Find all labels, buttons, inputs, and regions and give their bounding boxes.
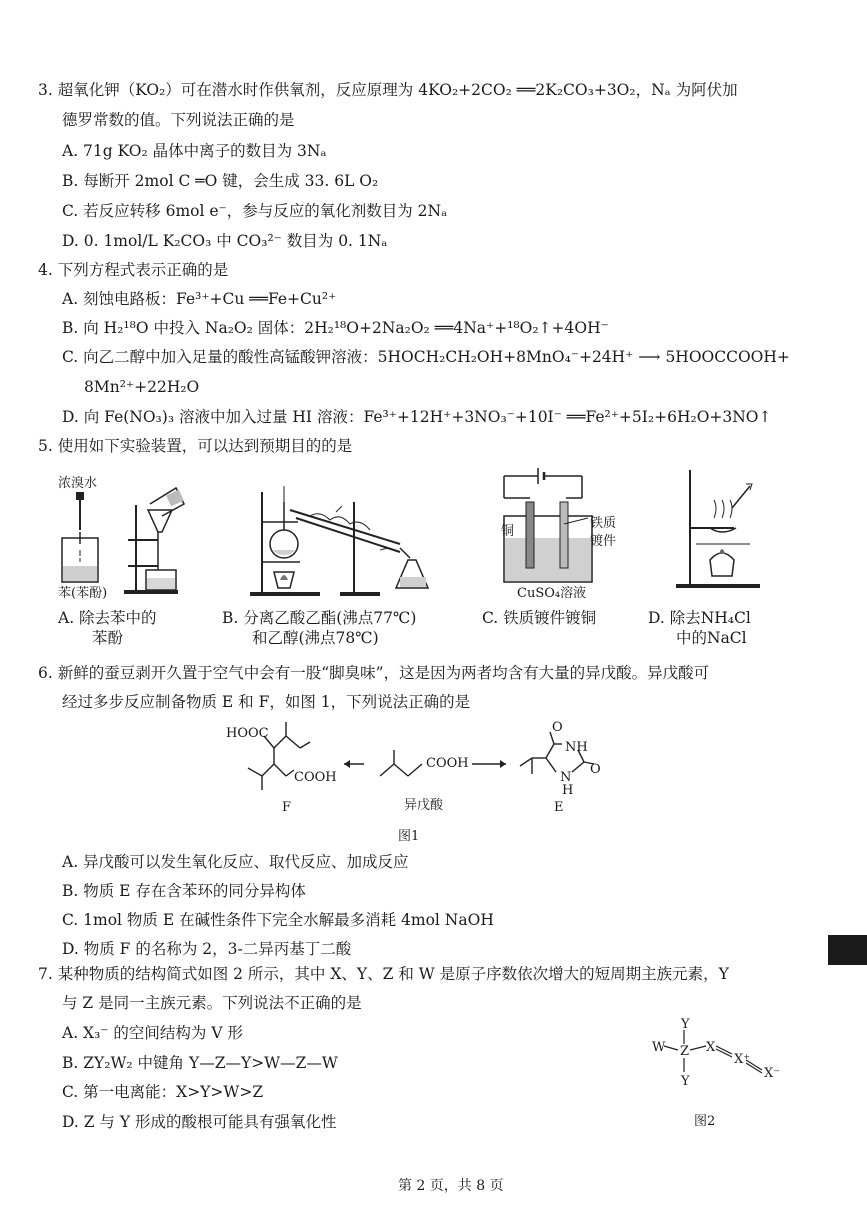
- isovaleric-acid-label: 异戊酸: [404, 798, 444, 813]
- q4-stem: 4. 下列方程式表示正确的是: [38, 261, 229, 279]
- q5-option-b-line2: 和乙醇(沸点78℃): [252, 629, 379, 647]
- label-copper: 铜: [501, 524, 515, 539]
- page-footer: 第 2 页，共 8 页: [398, 1178, 504, 1194]
- q3-stem-line1: 3. 超氧化钾（KO₂）可在潜水时作供氧剂，反应原理为 4KO₂+2CO₂ ══2K₂CO₃+3O₂，Nₐ 为阿伏加: [38, 81, 738, 99]
- label-bromine-water: 浓溴水: [58, 476, 98, 491]
- label-iron-line1: 铁质: [590, 516, 617, 531]
- q3-option-d: D. 0. 1mol/L K₂CO₃ 中 CO₃²⁻ 数目为 0. 1Nₐ: [62, 232, 388, 250]
- q7-option-b: B. ZY₂W₂ 中键角 Y—Z—Y>W—Z—W: [62, 1054, 338, 1072]
- label-iron-line2: 镀件: [590, 534, 617, 549]
- e-nh-bottom: N: [560, 770, 572, 785]
- figure-1-caption: 图1: [398, 829, 420, 844]
- q5-option-a-line2: 苯酚: [92, 629, 124, 647]
- q3-option-b: B. 每断开 2mol C ═O 键，会生成 33. 6L O₂: [62, 172, 379, 190]
- fig2-y-bottom: Y: [681, 1074, 690, 1089]
- e-oxygen-2: O: [590, 762, 601, 777]
- e-nh-top: NH: [565, 740, 588, 755]
- label-cuso4: CuSO₄溶液: [517, 586, 587, 601]
- q5-option-d-line2: 中的NaCl: [676, 629, 747, 647]
- figure-2-structure: [650, 1016, 790, 1096]
- page-edge-tab: [828, 935, 867, 965]
- fig2-x2: X⁺: [734, 1052, 751, 1067]
- q3-stem-line2: 德罗常数的值。下列说法正确的是: [62, 111, 295, 129]
- q5-stem: 5. 使用如下实验装置，可以达到预期目的的是: [38, 437, 353, 455]
- q7-option-d: D. Z 与 Y 形成的酸根可能具有强氧化性: [62, 1113, 337, 1131]
- q5-option-a-line1: A. 除去苯中的: [58, 609, 157, 627]
- f-hooc-label: HOOC: [226, 726, 269, 741]
- q4-option-a: A. 刻蚀电路板：Fe³⁺+Cu ══Fe+Cu²⁺: [62, 290, 337, 308]
- f-label: F: [282, 800, 292, 815]
- fig2-x3: X⁻: [764, 1066, 781, 1081]
- q6-stem-line2: 经过多步反应制备物质 E 和 F，如图 1，下列说法正确的是: [62, 693, 471, 711]
- apparatus-d-figure: [670, 462, 770, 592]
- e-label: E: [554, 800, 564, 815]
- q7-stem-line1: 7. 某种物质的结构简式如图 2 所示，其中 X、Y、Z 和 W 是原子序数依次增大的短周期主族元素，Y: [38, 965, 729, 983]
- q4-option-c-line1: C. 向乙二醇中加入足量的酸性高锰酸钾溶液：5HOCH₂CH₂OH+8MnO₄⁻+24H⁺ ⟶ 5HOOCCOOH+: [62, 348, 790, 366]
- q6-stem-line1: 6. 新鲜的蚕豆剥开久置于空气中会有一股“脚臭味”，这是因为两者均含有大量的异戊酸。异戊酸可: [38, 664, 710, 682]
- q7-option-a: A. X₃⁻ 的空间结构为 V 形: [62, 1024, 243, 1042]
- q5-option-d-line1: D. 除去NH₄Cl: [648, 609, 751, 627]
- q7-option-c: C. 第一电离能：X>Y>W>Z: [62, 1083, 264, 1101]
- apparatus-b-figure: [240, 462, 440, 602]
- q3-option-a: A. 71g KO₂ 晶体中离子的数目为 3Nₐ: [62, 142, 327, 160]
- q4-option-b: B. 向 H₂¹⁸O 中投入 Na₂O₂ 固体：2H₂¹⁸O+2Na₂O₂ ══4Na⁺+¹⁸O₂↑+4OH⁻: [62, 319, 609, 337]
- e-h-bottom: H: [562, 783, 574, 798]
- q6-option-c: C. 1mol 物质 E 在碱性条件下完全水解最多消耗 4mol NaOH: [62, 911, 494, 929]
- q6-option-d: D. 物质 F 的名称为 2，3-二异丙基丁二酸: [62, 940, 352, 958]
- q4-option-d: D. 向 Fe(NO₃)₃ 溶液中加入过量 HI 溶液：Fe³⁺+12H⁺+3NO₃⁻+10I⁻ ══Fe²⁺+5I₂+6H₂O+3NO↑: [62, 408, 772, 426]
- fig2-w: W: [652, 1040, 666, 1055]
- q6-option-a: A. 异戊酸可以发生氧化反应、取代反应、加成反应: [62, 853, 409, 871]
- fig2-x1: X: [706, 1040, 716, 1055]
- isovaleric-cooh-label: COOH: [426, 756, 469, 771]
- e-oxygen-1: O: [552, 720, 563, 735]
- q5-option-c: C. 铁质镀件镀铜: [482, 609, 597, 627]
- q5-option-b-line1: B. 分离乙酸乙酯(沸点77℃): [222, 609, 417, 627]
- figure-2-caption: 图2: [694, 1114, 716, 1129]
- q7-stem-line2: 与 Z 是同一主族元素。下列说法不正确的是: [62, 994, 362, 1012]
- q3-option-c: C. 若反应转移 6mol e⁻，参与反应的氧化剂数目为 2Nₐ: [62, 202, 448, 220]
- fig2-y-top: Y: [681, 1017, 690, 1032]
- q6-option-b: B. 物质 E 存在含苯环的同分异构体: [62, 882, 306, 900]
- q4-option-c-line2: 8Mn²⁺+22H₂O: [84, 378, 200, 396]
- f-cooh-label: COOH: [294, 770, 337, 785]
- label-benzene-phenol: 苯(苯酚): [58, 586, 108, 601]
- fig2-z: Z: [680, 1044, 690, 1059]
